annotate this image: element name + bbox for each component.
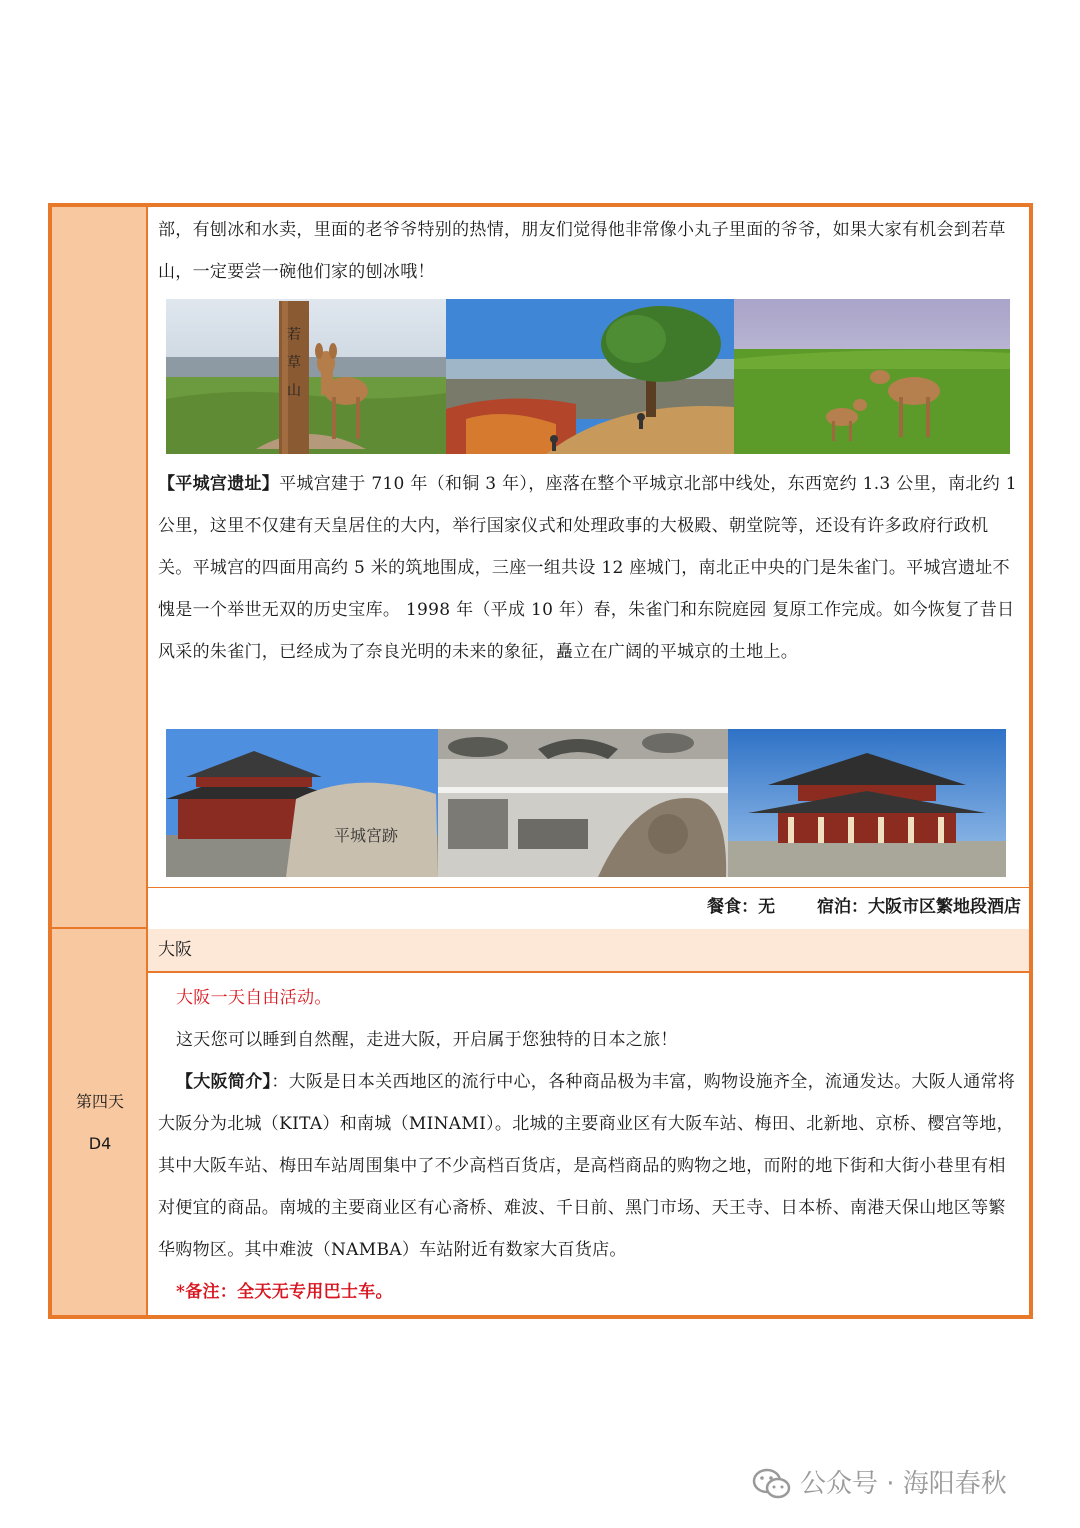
day-label-code: D4 [88,1134,112,1153]
meal-info: 餐食：无 [707,897,776,917]
watermark [752,1462,1007,1506]
photo-wakakusa-deer-pair [734,299,1010,454]
hotel-info: 宿泊：大阪市区繁地段酒店 [817,897,1021,917]
day-column-day4 [52,929,148,1315]
day4-text [158,977,1019,1313]
heijo-text [158,463,1019,673]
day-label-cn: 第四天 [75,1092,124,1111]
photo-heijo-suzakumon [728,729,1006,877]
osaka-intro-text: ：大阪是日本关西地区的流行中心，各种商品极为丰富，购物设施齐全，流通发达。大阪人通常将大阪分为北城（KITA）和南城（MINAMI）。北城的主要商业区有大阪车站、梅田、北新地、京桥、樱宫等地，其中大阪车站、梅田车站周围集中了不少高档百货店，是高档商品的购物之地，而附的地下街和大街小巷里有相对便宜的商品。南城的主要商业区有心斋桥、难波、千日前、黑门市场、天王寺、日本桥、南港天保山地区等繁华购物区。其中难波（NAMBA）车站附近有数家大百货店。 [158,1072,1016,1260]
watermark-text: 公众号 · 海阳春秋 [800,1469,1007,1499]
itinerary-table [48,203,1033,1319]
svg-text:山: 山 [287,383,301,399]
day4-line1: 这天您可以睡到自然醒，走进大阪，开启属于您独特的日本之旅！ [176,1030,678,1050]
day-column-continued [52,207,148,929]
osaka-intro-title: 【大阪简介】 [176,1072,272,1092]
wakakusa-text [158,209,1019,293]
heijo-title: 【平城宫遗址】 [158,474,280,494]
svg-text:若: 若 [287,327,301,343]
day4-note: *备注：全天无专用巴士车。 [176,1282,393,1302]
photo-heijo-roof-tiles [438,729,728,877]
intro-paragraph: 部，有刨冰和水卖，里面的老爷爷特别的热情，朋友们觉得他非常像小丸子里面的爷爷，如果大家有机会到若草山，一定要尝一碗他们家的刨冰哦！ [158,220,1006,282]
day4-headline: 大阪一天自由活动。 [176,988,332,1008]
city-row: 大阪 [148,929,1029,973]
photo-heijo-gate-stone [166,729,438,877]
wechat-icon [752,1467,792,1501]
svg-text:草: 草 [287,355,301,371]
heijo-description: 平城宫建于 710 年（和铜 3 年），座落在整个平城京北部中线处，东西宽约 1.3 公里，南北约 1 公里，这里不仅建有天皇居住的大内，举行国家仪式和处理政事的大极殿、朝堂院等，还设有许多政府行政机关。平城宫的四面用高约 5 米的筑地围成，三座一组共设 12 座城门，南北正中央的门是朱雀门。平城宫遗址不愧是一个举世无双的历史宝库。 1998 年（平成 10 年）春，朱雀门和东院庭园 复原工作完成。如今恢复了昔日风采的朱雀门，已经成为了奈良光明的未来的象征，矗立在广阔的平城京的土地上。 [158,474,1017,662]
heijo-sign-text: 平城宮跡 [333,826,399,845]
photo-wakakusa-tree [446,299,734,454]
meal-lodging-row [148,887,1029,927]
photo-wakakusa-sign-deer [166,299,446,454]
